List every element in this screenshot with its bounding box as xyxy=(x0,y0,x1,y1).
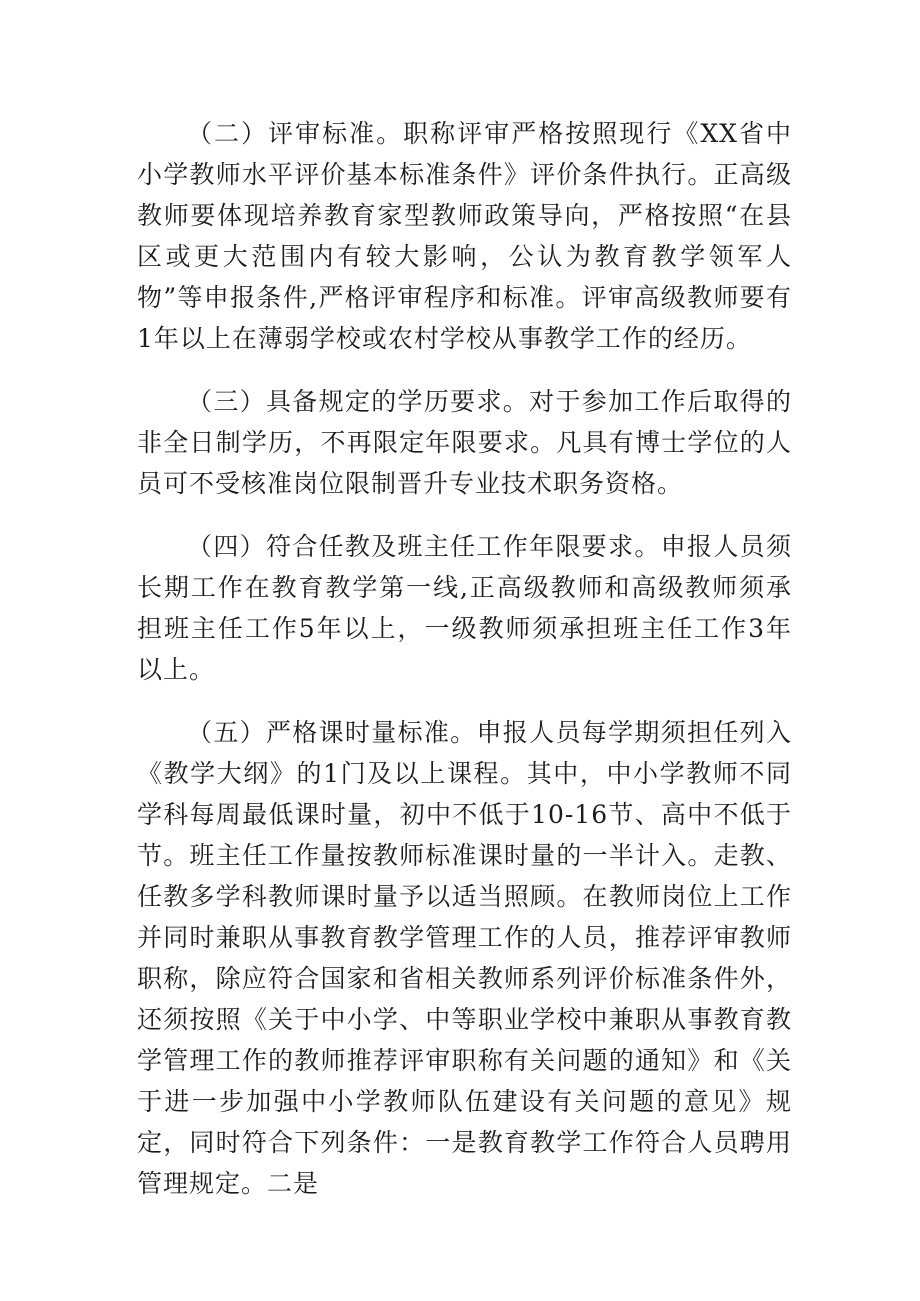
paragraph-teaching-years-requirement: （四）符合任教及班主任工作年限要求。申报人员须长期工作在教育教学第一线,正高级教师和高级教师须承担班主任工作5年以上，一级教师须承担班主任工作3年以上。 xyxy=(137,532,792,684)
paragraph-education-requirement: （三）具备规定的学历要求。对于参加工作后取得的非全日制学历，不再限定年限要求。凡具有博士学位的人员可不受核准岗位限制晋升专业技术职务资格。 xyxy=(137,387,792,498)
paragraph-class-hours-standard: （五）严格课时量标准。申报人员每学期须担任列入《教学大纲》的1门及以上课程。其中，中小学教师不同学科每周最低课时量，初中不低于10-16节、高中不低于节。班主任工作量按教师标准课时量的一半计入。走教、任教多学科教师课时量予以适当照顾。在教师岗位上工作并同时兼职从事教育教学管理工作的人员，推荐评审教师职称，除应符合国家和省相关教师系列评价标准条件外，还须按照《关于中小学、中等职业学校中兼职从事教育教学管理工作的教师推荐评审职称有关问题的通知》和《关于进一步加强中小学教师队伍建设有关问题的意见》规定，同时符合下列条件：一是教育教学工作符合人员聘用管理规定。二是 xyxy=(137,718,792,1198)
paragraph-evaluation-standard: （二）评审标准。职称评审严格按照现行《XX省中小学教师水平评价基本标准条件》评价条件执行。正高级教师要体现培养教育家型教师政策导向，严格按照“在县区或更大范围内有较大影响，公认为教育教学领军人物”等申报条件,严格评审程序和标准。评审高级教师要有1年以上在薄弱学校或农村学校从事教学工作的经历。 xyxy=(137,119,792,353)
